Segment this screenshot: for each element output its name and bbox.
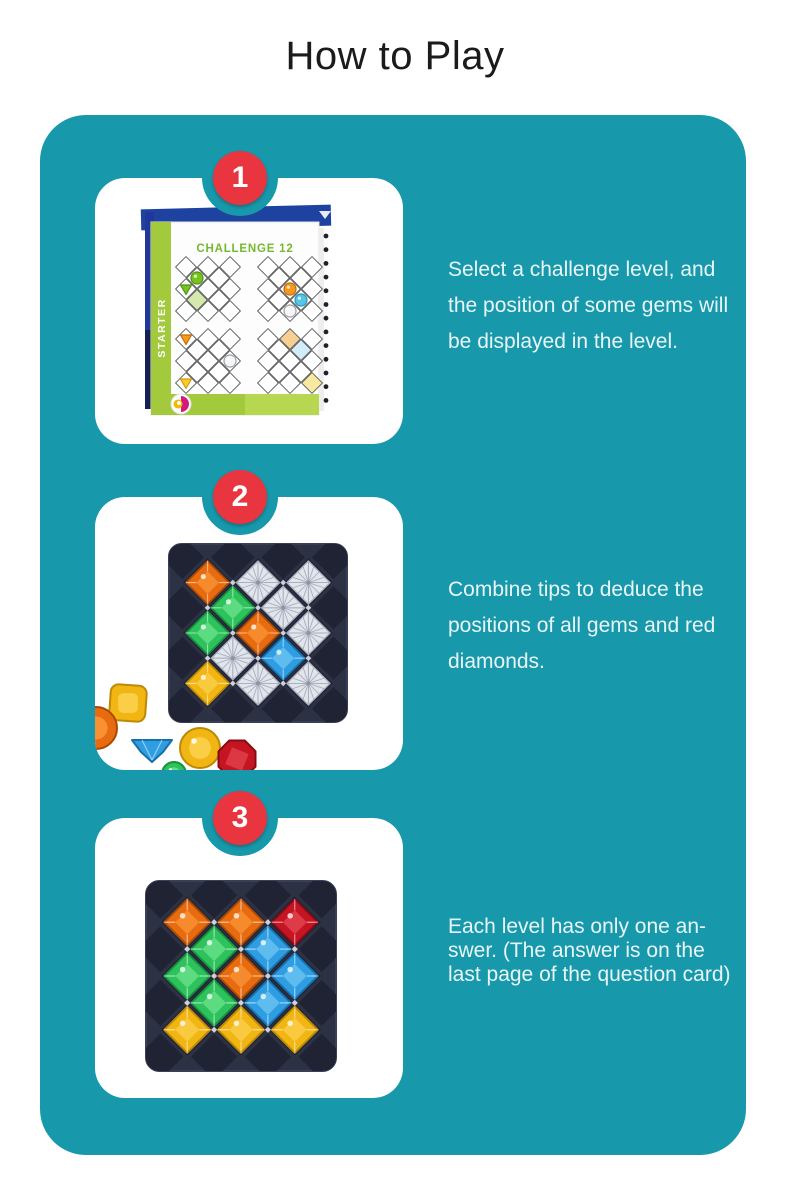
step1-text bbox=[448, 252, 754, 360]
step-card-3 bbox=[95, 801, 403, 1098]
page-title: How to Play bbox=[285, 34, 505, 78]
loose-gems bbox=[95, 497, 403, 770]
brand-logo-icon bbox=[171, 394, 191, 414]
step3-image bbox=[95, 818, 403, 1098]
booklet-side-label: STARTER bbox=[156, 298, 168, 358]
step2-text-line: positions of all gems and red bbox=[448, 614, 716, 637]
step1-number: 1 bbox=[213, 151, 267, 205]
puzzle-grid-4 bbox=[258, 329, 323, 394]
booklet-challenge-title: CHALLENGE 12 bbox=[196, 243, 294, 255]
puzzle-grid-1 bbox=[176, 257, 241, 322]
step2-text-line: diamonds. bbox=[448, 650, 545, 673]
step3-text-line: last page of the question card) bbox=[448, 963, 731, 986]
step-card-1 bbox=[95, 161, 403, 444]
puzzle-grid-2 bbox=[258, 257, 323, 322]
step3-text-line: swer. (The answer is on the bbox=[448, 939, 705, 962]
step-card-2 bbox=[95, 480, 403, 770]
step3-text bbox=[448, 915, 754, 987]
step1-text-line: the position of some gems will bbox=[448, 294, 729, 317]
game-board-solved bbox=[145, 880, 337, 1072]
step2-text-line: Combine tips to deduce the bbox=[448, 578, 704, 601]
step2-badge bbox=[202, 459, 278, 535]
step1-text-line: be displayed in the level. bbox=[448, 330, 678, 353]
step2-image bbox=[95, 497, 403, 770]
step2-text bbox=[448, 572, 754, 680]
step3-text-line: Each level has only one an- bbox=[448, 915, 706, 938]
step1-text-line: Select a challenge level, and bbox=[448, 258, 716, 281]
step3-number: 3 bbox=[213, 791, 267, 845]
step2-number: 2 bbox=[213, 470, 267, 524]
step1-image bbox=[95, 178, 403, 444]
challenge-booklet-illustration bbox=[95, 178, 403, 444]
step3-badge bbox=[202, 780, 278, 856]
step1-badge bbox=[202, 140, 278, 216]
spiral-binding-icon bbox=[324, 234, 329, 403]
steps-panel bbox=[40, 115, 746, 1155]
puzzle-grid-3 bbox=[176, 329, 241, 394]
